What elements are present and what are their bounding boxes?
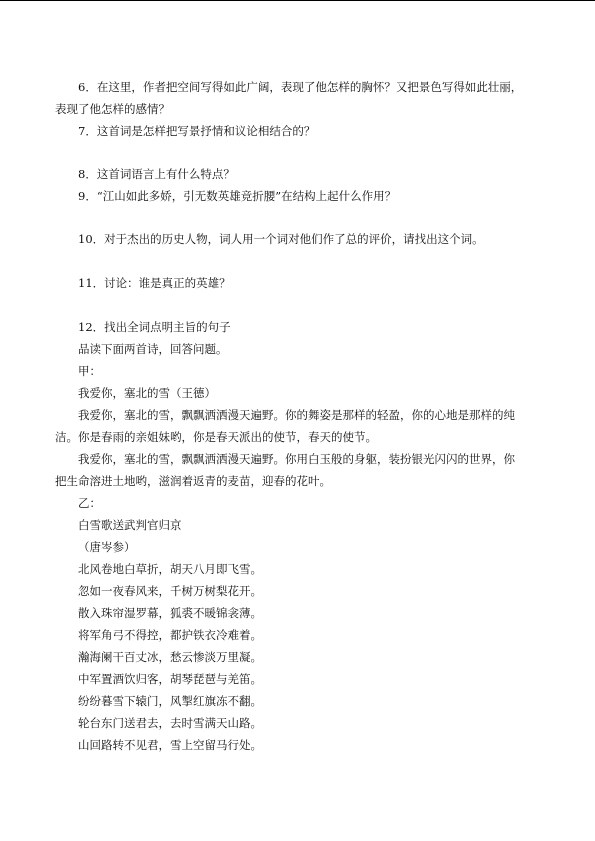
question-7: 7．这首词是怎样把写景抒情和议论相结合的？ [78, 124, 316, 138]
poem-yi-line: 轮台东门送君去，去时雪满天山路。 [78, 716, 262, 730]
poem-yi-line: 纷纷暮雪下辕门，风掣红旗冻不翻。 [78, 694, 262, 708]
question-6-line-2: 表现了他怎样的感情？ [55, 102, 170, 116]
poem-yi-line: 将军角弓不得控，都护铁衣冷难着。 [78, 628, 262, 642]
question-9: 9．“江山如此多娇，引无数英雄竞折腰”在结构上起什么作用？ [78, 189, 397, 203]
poem-yi-title: 白雪歌送武判官归京 [78, 518, 182, 532]
poem-jia-paragraph-1-line-1: 我爱你，塞北的雪，飘飘洒洒漫天遍野。你的舞姿是那样的轻盈，你的心地是那样的纯 [78, 408, 515, 422]
poem-jia-paragraph-2-line-1: 我爱你，塞北的雪，飘飘洒洒漫天遍野。你用白玉般的身躯，装扮银光闪闪的世界，你 [78, 452, 515, 466]
question-12: 12．找出全词点明主旨的句子 [78, 320, 231, 334]
poem-yi-line: 散入珠帘湿罗幕，狐裘不暖锦衾薄。 [78, 606, 262, 620]
poem-jia-paragraph-2-line-2: 把生命溶进土地哟，滋润着返青的麦苗，迎春的花叶。 [55, 474, 331, 488]
question-11: 11．讨论：谁是真正的英雄？ [78, 276, 231, 290]
reading-instruction: 品读下面两首诗，回答问题。 [78, 342, 228, 356]
top-border-line [0, 0, 595, 1]
question-10: 10．对于杰出的历史人物，词人用一个词对他们作了总的评价，请找出这个词。 [78, 232, 484, 246]
poem-yi-line: 瀚海阑干百丈冰，愁云惨淡万里凝。 [78, 650, 262, 664]
poem-yi-line: 忽如一夜春风来，千树万树梨花开。 [78, 584, 262, 598]
poem-jia-paragraph-1-line-2: 洁。你是春雨的亲姐妹哟，你是春天派出的使节，春天的使节。 [55, 430, 377, 444]
poem-yi-label: 乙： [78, 496, 101, 510]
poem-yi-line: 山回路转不见君，雪上空留马行处。 [78, 738, 262, 752]
poem-jia-label: 甲： [78, 364, 101, 378]
question-6-line-1: 6．在这里，作者把空间写得如此广阔，表现了他怎样的胸怀？又把景色写得如此壮丽， [78, 80, 523, 94]
question-8: 8．这首词语言上有什么特点？ [78, 167, 235, 181]
poem-yi-line: 中军置酒饮归客，胡琴琵琶与羌笛。 [78, 672, 262, 686]
poem-yi-author: （唐岑参） [78, 540, 136, 554]
poem-yi-line: 北风卷地白草折，胡天八月即飞雪。 [78, 562, 262, 576]
poem-jia-title: 我爱你，塞北的雪（王德） [78, 386, 216, 400]
